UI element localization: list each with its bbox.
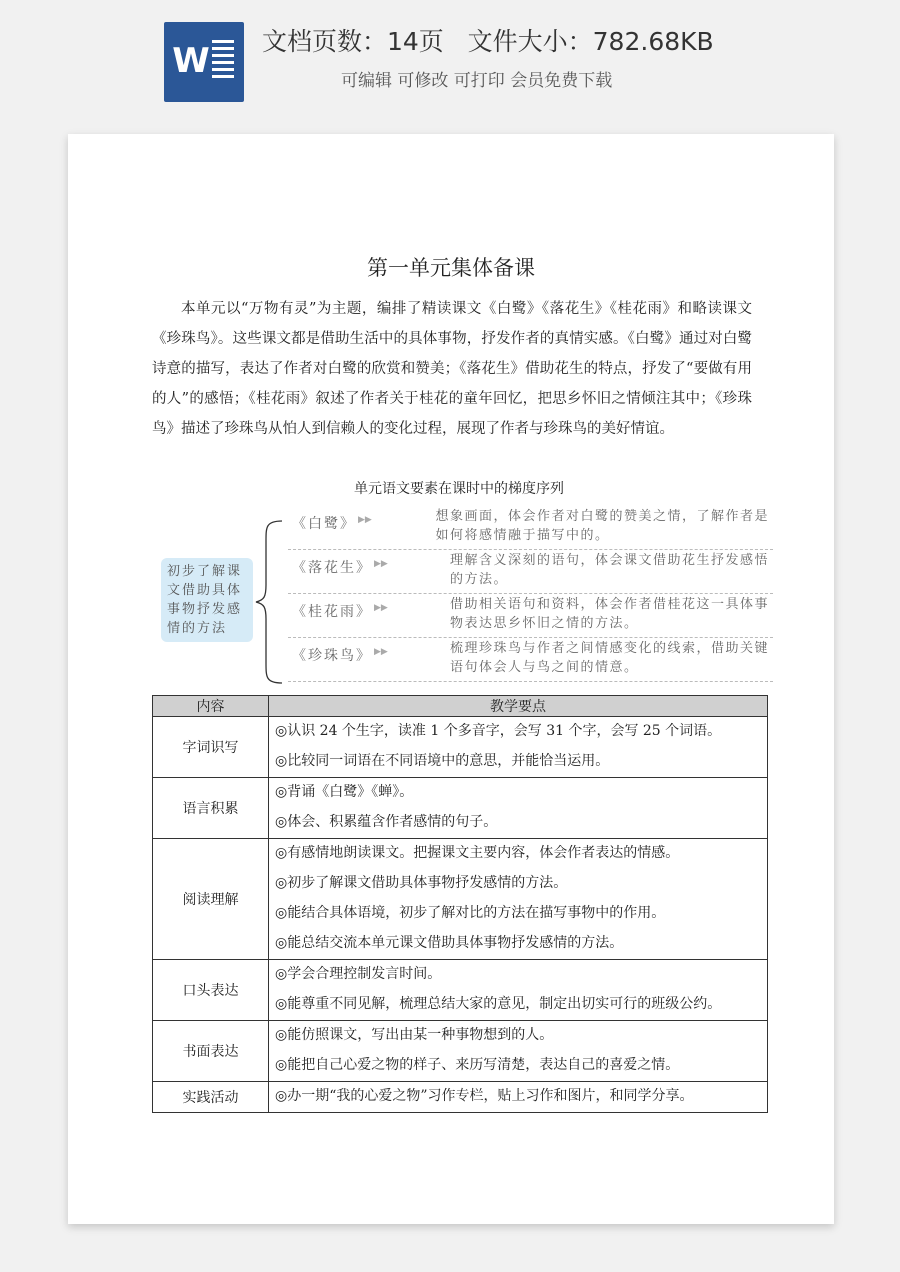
teaching-point: ◎背诵《白鹭》《蝉》。: [275, 784, 414, 800]
teaching-point: ◎初步了解课文借助具体事物抒发感情的方法。: [275, 875, 568, 891]
points-cell: [269, 960, 768, 1021]
word-icon-letter: W: [172, 41, 210, 81]
table-header-row: [153, 696, 768, 717]
teaching-point: ◎能尊重不同见解，梳理总结大家的意见，制定出切实可行的班级公约。: [275, 996, 722, 1012]
column-header-content: 内容: [153, 696, 269, 717]
points-cell: [269, 1082, 768, 1113]
sequence-row: [288, 551, 773, 594]
points-cell: [269, 839, 768, 960]
word-document-icon: [164, 22, 244, 102]
sequence-book-title: 《落花生》: [292, 560, 372, 576]
sequence-row: [288, 507, 773, 550]
document-meta-title: 文档页数：14页 文件大小：782.68KB: [262, 27, 714, 56]
table-row: [153, 1021, 768, 1082]
points-cell: [269, 1021, 768, 1082]
category-cell: 阅读理解: [153, 839, 269, 960]
points-cell: [269, 717, 768, 778]
table-row: [153, 778, 768, 839]
sequence-book-title: 《珍珠鸟》: [292, 648, 372, 664]
sequence-description: 想象画面，体会作者对白鹭的赞美之情，了解作者是 如何将感情融于描写中的。: [435, 509, 769, 543]
category-cell: 实践活动: [153, 1082, 269, 1113]
teaching-points-table: [152, 695, 768, 1113]
sequence-row: [288, 595, 773, 638]
teaching-point: ◎认识 24 个生字，读准 1 个多音字，会写 31 个字，会写 25 个词语。: [275, 723, 722, 739]
teaching-point: ◎有感情地朗读课文。把握课文主要内容，体会作者表达的情感。: [275, 845, 680, 861]
teaching-point: ◎能仿照课文，写出由某一种事物想到的人。: [275, 1027, 554, 1043]
table-row: [153, 717, 768, 778]
sequence-description: 理解含义深刻的语句，体会课文借助花生抒发感悟 的方法。: [449, 553, 769, 587]
sequence-row: [288, 639, 773, 682]
header-bar: [0, 0, 900, 120]
teaching-point: ◎能把自己心爱之物的样子、来历写清楚，表达自己的喜爱之情。: [275, 1057, 680, 1073]
document-title: 第一单元集体备课: [367, 256, 535, 280]
sequence-description: 梳理珍珠鸟与作者之间情感变化的线索，借助关键 语句体会人与鸟之间的情意。: [449, 641, 769, 675]
intro-paragraph: 本单元以“万物有灵”为主题，编排了精读课文《白鹭》《落花生》《桂花雨》和略读课文《珍珠鸟》。这些课文都是借助生活中的具体事物，抒发作者的真情实感。《白鹭》通过对白鹭诗意的描写，表达了作者对白鹭的欣赏和赞美；《落花生》借助花生的特点，抒发了“要做有用的人”的感悟；《桂花雨》叙述了作者关于桂花的童年回忆，把思乡怀旧之情倾注其中；《珍珠鸟》描述了珍珠鸟从怕人到信赖人的变化过程，展现了作者与珍珠鸟的美好情谊。: [152, 301, 752, 437]
sequence-title: 单元语文要素在课时中的梯度序列: [354, 481, 564, 497]
table-row: [153, 1082, 768, 1113]
double-arrow-icon: ▶▶: [374, 647, 388, 657]
teaching-point: ◎体会、积累蕴含作者感情的句子。: [275, 814, 498, 830]
word-icon-lines: [212, 40, 234, 82]
double-arrow-icon: ▶▶: [374, 559, 388, 569]
teaching-point: ◎办一期“我的心爱之物”习作专栏，贴上习作和图片，和同学分享。: [275, 1088, 694, 1104]
category-cell: 书面表达: [153, 1021, 269, 1082]
document-meta-subtitle: 可编辑 可修改 可打印 会员免费下载: [341, 71, 613, 91]
category-cell: 口头表达: [153, 960, 269, 1021]
document-page: [68, 134, 834, 1224]
sequence-book-title: 《白鹭》: [292, 516, 356, 532]
teaching-point: ◎能总结交流本单元课文借助具体事物抒发感情的方法。: [275, 935, 624, 951]
teaching-point: ◎能结合具体语境，初步了解对比的方法在描写事物中的作用。: [275, 905, 666, 921]
column-header-teaching-points: 教学要点: [269, 696, 768, 717]
category-cell: 语言积累: [153, 778, 269, 839]
teaching-point: ◎学会合理控制发言时间。: [275, 966, 442, 982]
sequence-book-title: 《桂花雨》: [292, 604, 372, 620]
teaching-point: ◎比较同一词语在不同语境中的意思，并能恰当运用。: [275, 753, 610, 769]
category-cell: 字词识写: [153, 717, 269, 778]
double-arrow-icon: ▶▶: [358, 515, 372, 525]
table-row: [153, 839, 768, 960]
double-arrow-icon: ▶▶: [374, 603, 388, 613]
sequence-description: 借助相关语句和资料，体会作者借桂花这一具体事 物表达思乡怀旧之情的方法。: [449, 597, 769, 631]
curly-brace-icon: [254, 519, 284, 685]
unit-summary-box: 初步了解课文借助具体事物抒发感情的方法: [161, 558, 253, 642]
table-row: [153, 960, 768, 1021]
points-cell: [269, 778, 768, 839]
